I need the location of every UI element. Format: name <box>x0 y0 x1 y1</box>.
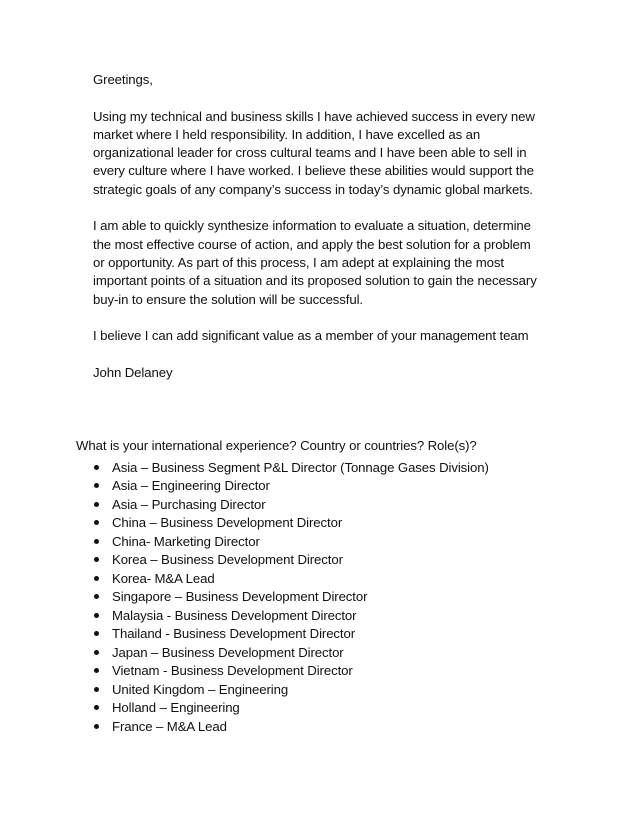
list-item-text: Vietnam - Business Development Director <box>112 663 353 679</box>
list-item <box>92 625 489 644</box>
paragraph-line: buy-in to ensure the solution will be successful. <box>93 291 363 307</box>
list-item-text: Asia – Engineering Director <box>112 478 270 494</box>
list-item-text: Korea – Business Development Director <box>112 552 343 568</box>
bullet-icon <box>94 724 99 729</box>
bullet-icon <box>94 705 99 710</box>
bullet-icon <box>94 576 99 581</box>
list-item-text: Singapore – Business Development Director <box>112 589 368 605</box>
list-item-text: China- Marketing Director <box>112 533 260 549</box>
paragraph-line: Using my technical and business skills I have achieved success in every new <box>93 108 535 124</box>
list-item <box>92 514 489 533</box>
experience-question: What is your international experience? Country or countries? Role(s)? <box>76 438 477 453</box>
bullet-icon <box>94 465 99 470</box>
bullet-icon <box>94 687 99 692</box>
bullet-icon <box>94 502 99 507</box>
list-item <box>92 588 489 607</box>
paragraph-line: or opportunity. As part of this process, I am adept at explaining the most <box>93 254 504 270</box>
list-item-text: Japan – Business Development Director <box>112 644 344 660</box>
paragraph-line: I am able to quickly synthesize information to evaluate a situation, determine <box>93 218 531 234</box>
bullet-icon <box>94 668 99 673</box>
bullet-icon <box>94 539 99 544</box>
list-item-text: Asia – Business Segment P&L Director (Tonnage Gases Division) <box>112 459 489 475</box>
signature <box>93 364 573 382</box>
list-item-text: Malaysia - Business Development Director <box>112 607 357 623</box>
bullet-icon <box>94 650 99 655</box>
experience-list <box>92 458 489 736</box>
list-item <box>92 699 489 718</box>
signature-name: John Delaney <box>93 364 173 380</box>
list-item-text: China – Business Development Director <box>112 515 343 531</box>
cover-letter <box>93 71 573 400</box>
paragraph-line: I believe I can add significant value as a member of your management team <box>93 328 529 344</box>
list-item <box>92 477 489 496</box>
paragraph-line: the most effective course of action, and apply the best solution for a problem <box>93 236 531 252</box>
list-item <box>92 532 489 551</box>
greeting-text: Greetings, <box>93 72 153 87</box>
paragraph-line: important points of a situation and its proposed solution to gain the necessary <box>93 273 537 289</box>
list-item <box>92 680 489 699</box>
bullet-icon <box>94 594 99 599</box>
paragraph-line: every culture where I have worked. I believe these abilities would support the <box>93 163 534 179</box>
list-item-text: Thailand - Business Development Director <box>112 626 356 642</box>
bullet-icon <box>94 613 99 618</box>
list-item <box>92 495 489 514</box>
paragraph-line: strategic goals of any company’s success in today’s dynamic global markets. <box>93 181 533 197</box>
list-item <box>92 643 489 662</box>
bullet-icon <box>94 483 99 488</box>
bullet-icon <box>94 520 99 525</box>
paragraph-synthesis <box>93 217 573 308</box>
list-item-text: Holland – Engineering <box>112 700 240 716</box>
paragraph-success <box>93 108 573 199</box>
list-item <box>92 551 489 570</box>
list-item-text: United Kingdom – Engineering <box>112 681 289 697</box>
paragraph-value <box>93 327 573 345</box>
list-item <box>92 662 489 681</box>
list-item <box>92 458 489 477</box>
paragraph-line: market where I held responsibility. In addition, I have excelled as an <box>93 126 481 142</box>
list-item-text: Asia – Purchasing Director <box>112 496 266 512</box>
bullet-icon <box>94 557 99 562</box>
list-item <box>92 717 489 736</box>
list-item <box>92 606 489 625</box>
list-item <box>92 569 489 588</box>
list-item-text: France – M&A Lead <box>112 718 227 734</box>
bullet-icon <box>94 631 99 636</box>
greeting <box>93 71 573 89</box>
paragraph-line: organizational leader for cross cultural teams and I have been able to sell in <box>93 145 527 161</box>
list-item-text: Korea- M&A Lead <box>112 570 215 586</box>
